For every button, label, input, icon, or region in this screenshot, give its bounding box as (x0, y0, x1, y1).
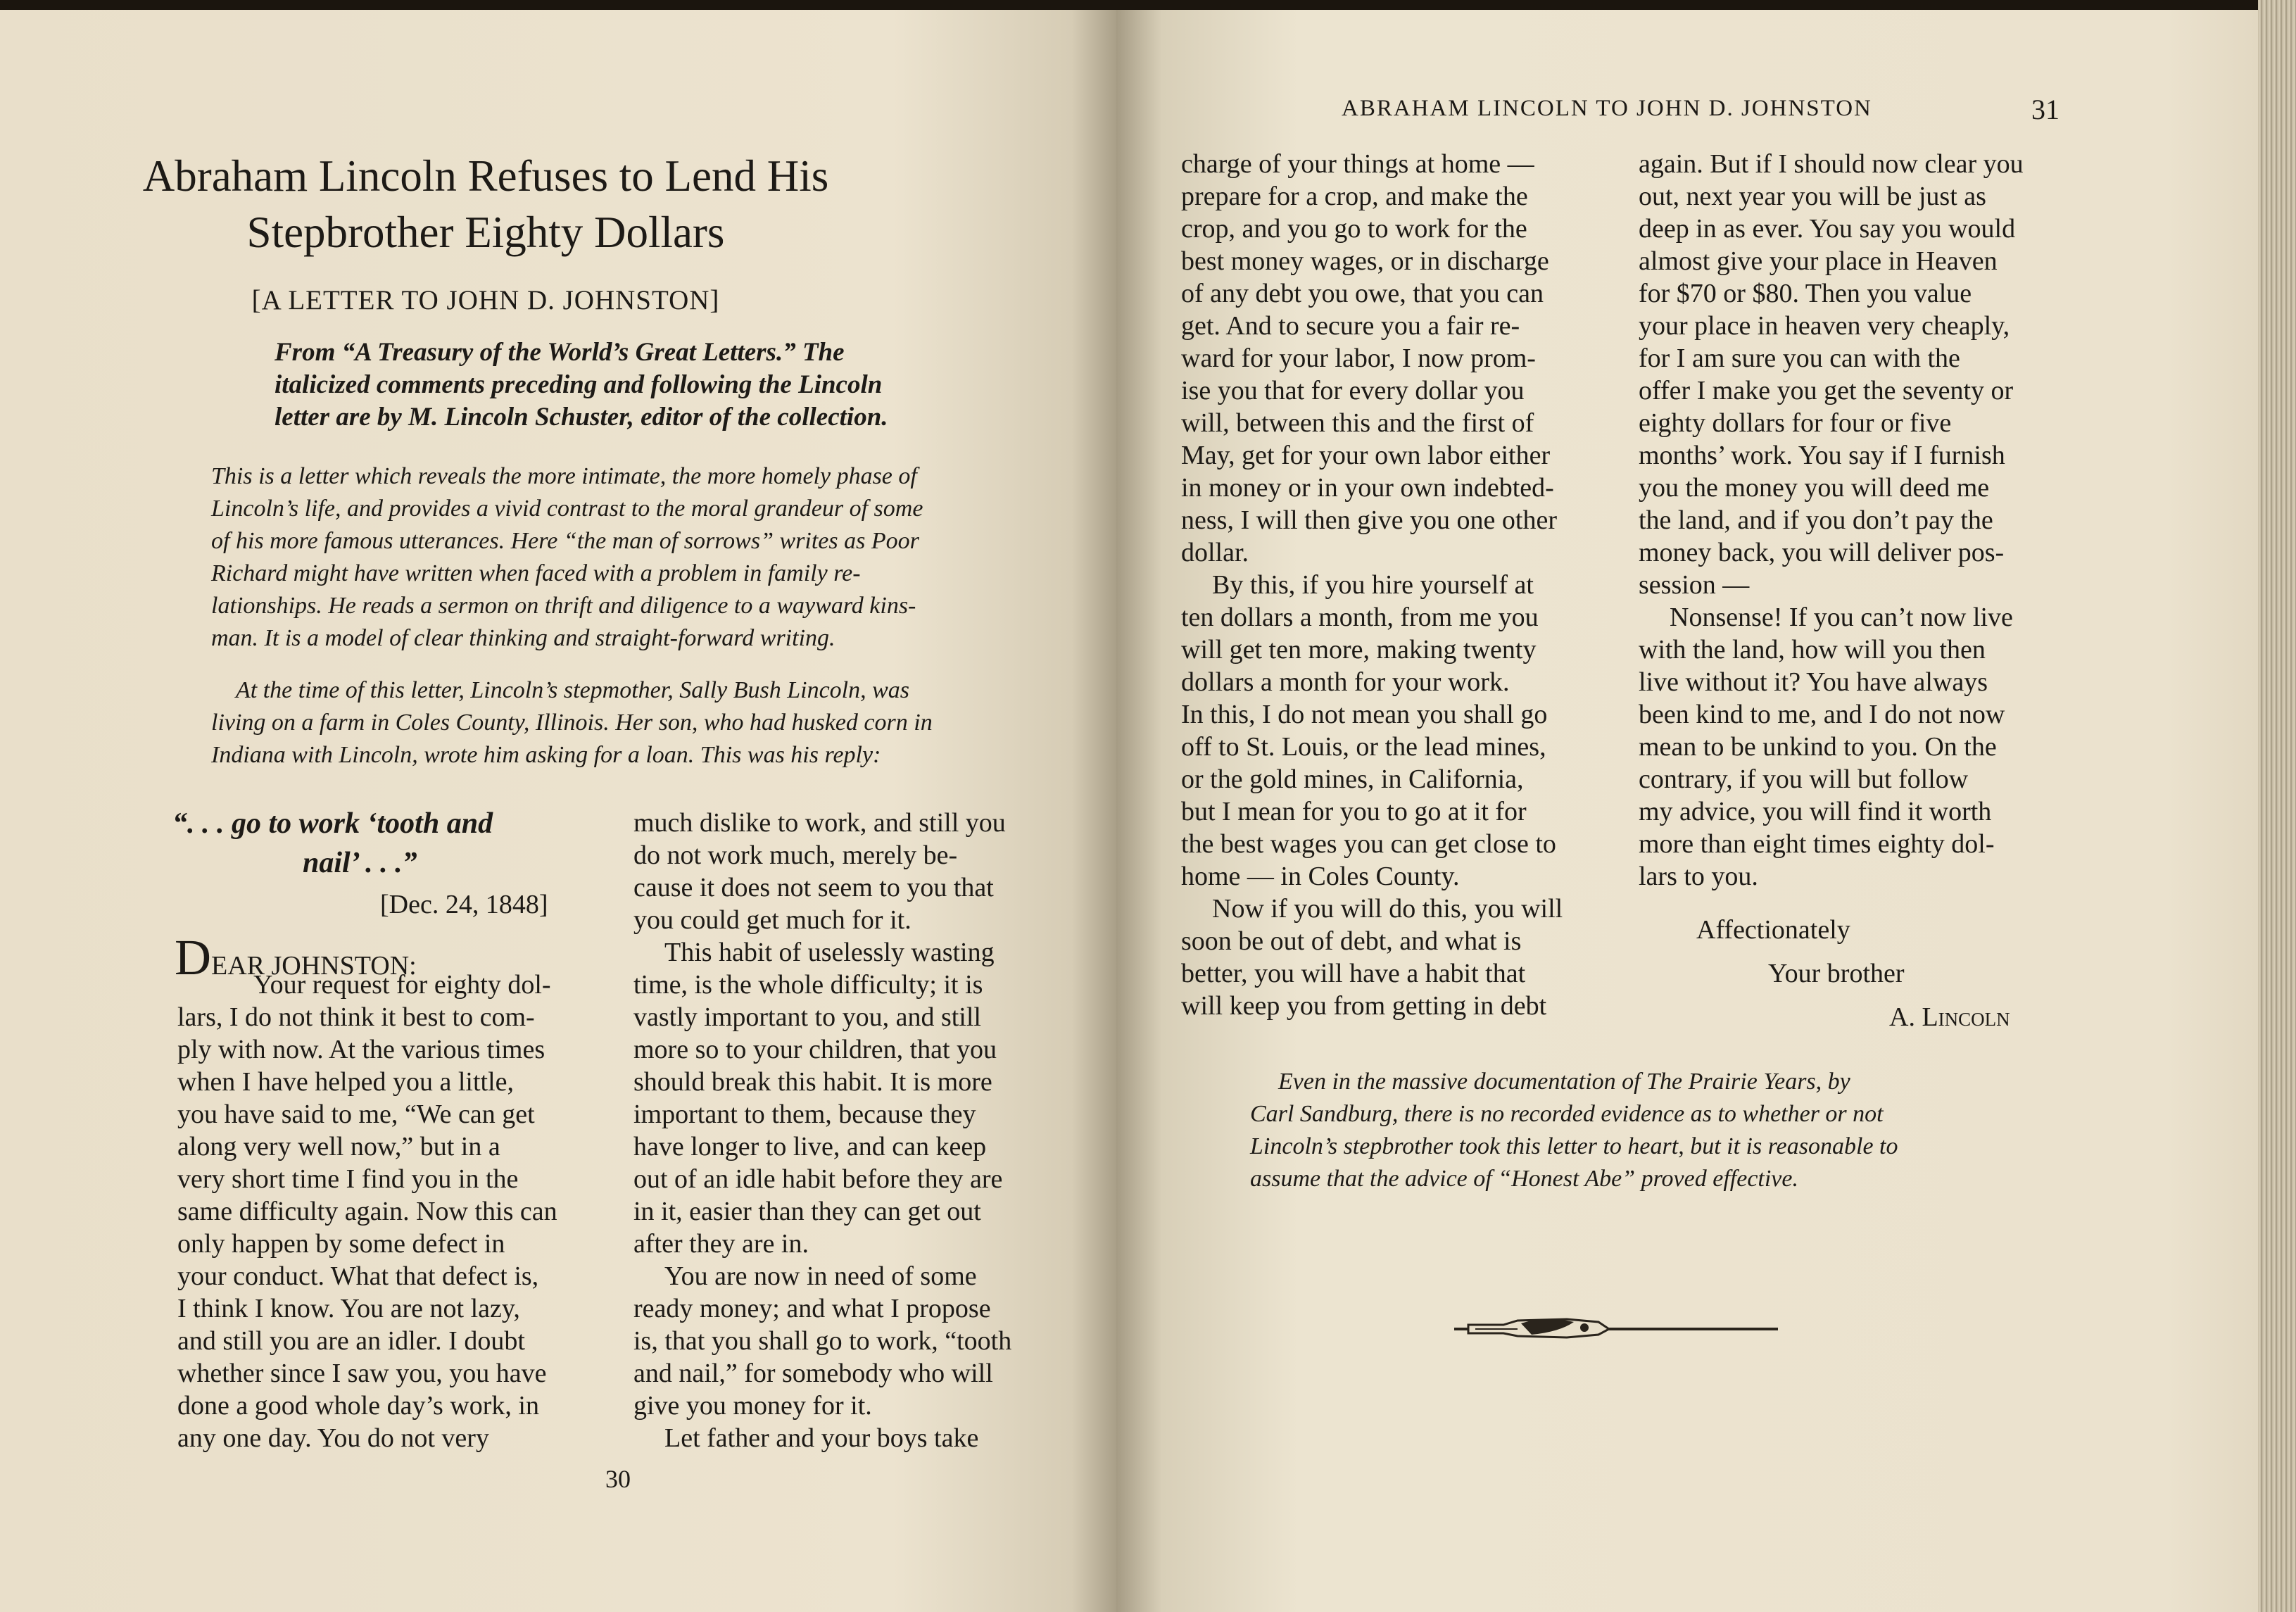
afterword-line: Carl Sandburg, there is no recorded evidence as to whether or not (1250, 1101, 1884, 1127)
body-line: important to them, because they (633, 1100, 976, 1129)
page-number-right: 31 (2031, 94, 2060, 125)
body-line: ise you that for every dollar you (1181, 376, 1525, 405)
body-line: time, is the whole difficulty; it is (633, 970, 983, 1000)
body-line: you the money you will deed me (1639, 473, 1990, 503)
body-line: By this, if you hire yourself at (1212, 570, 1534, 600)
body-line: will keep you from getting in debt (1181, 991, 1547, 1021)
afterword-line: Even in the massive documentation of The Prairie Years, by (1278, 1069, 1850, 1095)
body-line: when I have helped you a little, (177, 1067, 515, 1097)
body-line: and still you are an idler. I doubt (177, 1326, 525, 1356)
body-line: months’ work. You say if I furnish (1639, 441, 2005, 470)
quill-pen-ornament-icon (1454, 1311, 1778, 1346)
intro-line: lationships. He reads a sermon on thrift and diligence to a wayward kins- (211, 593, 916, 619)
body-line: out of an idle habit before they are (633, 1164, 1003, 1194)
body-line: will, between this and the first of (1181, 408, 1534, 438)
body-line: better, you will have a habit that (1181, 959, 1526, 988)
body-line: soon be out of debt, and what is (1181, 926, 1522, 956)
body-line: Your request for eighty dol- (253, 970, 551, 1000)
intro-line: living on a farm in Coles County, Illinois. Her son, who had husked corn in (211, 710, 933, 736)
page-number-left: 30 (605, 1465, 631, 1493)
body-line: dollars a month for your work. (1181, 667, 1510, 697)
epigraph-line: “. . . go to work ‘tooth and (172, 807, 493, 840)
source-note-line: italicized comments preceding and following the Lincoln (275, 370, 883, 399)
right-column-2 (1639, 148, 2075, 893)
body-line: much dislike to work, and still you (633, 808, 1006, 838)
body-line: May, get for your own labor either (1181, 441, 1551, 470)
right-page (1116, 10, 2258, 1612)
body-line: off to St. Louis, or the lead mines, (1181, 732, 1546, 762)
left-page (0, 10, 1116, 1612)
body-line: in it, easier than they can get out (633, 1197, 981, 1226)
afterword-line: assume that the advice of “Honest Abe” proved effective. (1250, 1166, 1798, 1192)
body-line: You are now in need of some (664, 1261, 977, 1291)
intro-line: of his more famous utterances. Here “the man of sorrows” writes as Poor (211, 528, 919, 554)
intro-line: This is a letter which reveals the more intimate, the more homely phase of (211, 463, 917, 489)
body-line: more than eight times eighty dol- (1639, 829, 1995, 859)
body-line: ten dollars a month, from me you (1181, 603, 1539, 632)
body-line: with the land, how will you then (1639, 635, 1986, 665)
intro-line: Lincoln’s life, and provides a vivid contrast to the moral grandeur of some (211, 496, 923, 522)
left-column-2 (633, 807, 1063, 1454)
source-note-line: From “A Treasury of the World’s Great Letters.” The (275, 338, 845, 367)
body-line: prepare for a crop, and make the (1181, 182, 1528, 211)
body-line: ready money; and what I propose (633, 1294, 991, 1323)
body-line: deep in as ever. You say you would (1639, 214, 2016, 244)
body-line: whether since I saw you, you have (177, 1359, 547, 1388)
body-line: I think I know. You are not lazy, (177, 1294, 520, 1323)
body-line: vastly important to you, and still (633, 1002, 981, 1032)
body-line: any one day. You do not very (177, 1423, 489, 1453)
epigraph-line: nail’ . . .” (303, 847, 417, 879)
body-line: best money wages, or in discharge (1181, 246, 1549, 276)
letter-date: [Dec. 24, 1848] (380, 890, 548, 919)
running-head: ABRAHAM LINCOLN TO JOHN D. JOHNSTON (1342, 96, 1872, 121)
body-line: ness, I will then give you one other (1181, 505, 1558, 535)
body-line: your place in heaven very cheaply, (1639, 311, 2010, 341)
body-line: but I mean for you to go at it for (1181, 797, 1527, 826)
body-line: same difficulty again. Now this can (177, 1197, 557, 1226)
body-line: lars to you. (1639, 862, 1758, 891)
left-column-1 (177, 969, 600, 1454)
body-line: the land, and if you don’t pay the (1639, 505, 1993, 535)
body-line: cause it does not seem to you that (633, 873, 994, 902)
body-line: dollar. (1181, 538, 1249, 567)
intro-paragraph-2 (211, 674, 1024, 772)
body-line: again. But if I should now clear you (1639, 149, 2024, 179)
body-line: along very well now,” but in a (177, 1132, 500, 1161)
intro-line: Indiana with Lincoln, wrote him asking for a loan. This was his reply: (211, 742, 881, 768)
body-line: session — (1639, 570, 1750, 600)
body-line: only happen by some defect in (177, 1229, 505, 1259)
body-line: very short time I find you in the (177, 1164, 519, 1194)
body-line: have longer to live, and can keep (633, 1132, 987, 1161)
letter-signature: A. Lincoln (1889, 1002, 2010, 1032)
body-line: for $70 or $80. Then you value (1639, 279, 1972, 308)
body-line: get. And to secure you a fair re- (1181, 311, 1520, 341)
body-line: your conduct. What that defect is, (177, 1261, 539, 1291)
body-line: crop, and you go to work for the (1181, 214, 1527, 244)
body-line: home — in Coles County. (1181, 862, 1460, 891)
body-line: charge of your things at home — (1181, 149, 1534, 179)
body-line: Nonsense! If you can’t now live (1670, 603, 2013, 632)
epigraph (172, 804, 609, 883)
afterword-line: Lincoln’s stepbrother took this letter to heart, but it is reasonable to (1250, 1133, 1898, 1159)
body-line: out, next year you will be just as (1639, 182, 1986, 211)
body-line: and nail,” for somebody who will (633, 1359, 993, 1388)
source-note (275, 336, 964, 434)
letter-closing: Affectionately (1696, 915, 1850, 945)
body-line: you could get much for it. (633, 905, 912, 935)
body-line: will get ten more, making twenty (1181, 635, 1537, 665)
salutation-text: EAR JOHNSTON: (211, 951, 417, 981)
body-line: In this, I do not mean you shall go (1181, 700, 1548, 729)
title-line-2: Stepbrother Eighty Dollars (246, 208, 725, 257)
body-line: ward for your labor, I now prom- (1181, 344, 1536, 373)
body-line: of any debt you owe, that you can (1181, 279, 1544, 308)
body-line: after they are in. (633, 1229, 809, 1259)
right-column-1 (1181, 148, 1610, 1022)
body-line: my advice, you will find it worth (1639, 797, 1992, 826)
body-line: or the gold mines, in California, (1181, 764, 1524, 794)
book-cover-edge (0, 0, 2296, 10)
body-line: done a good whole day’s work, in (177, 1391, 539, 1421)
body-line: eighty dollars for four or five (1639, 408, 1952, 438)
body-line: for I am sure you can with the (1639, 344, 1960, 373)
body-line: Let father and your boys take (664, 1423, 979, 1453)
body-line: lars, I do not think it best to com- (177, 1002, 535, 1032)
body-line: should break this habit. It is more (633, 1067, 992, 1097)
body-line: This habit of uselessly wasting (664, 938, 995, 967)
body-line: is, that you shall go to work, “tooth (633, 1326, 1012, 1356)
body-line: live without it? You have always (1639, 667, 1988, 697)
body-line: contrary, if you will but follow (1639, 764, 1969, 794)
article-title (28, 148, 943, 260)
body-line: money back, you will deliver pos- (1639, 538, 2005, 567)
source-note-line: letter are by M. Lincoln Schuster, editor of the collection. (275, 403, 888, 432)
intro-line: Richard might have written when faced with a problem in family re- (211, 560, 861, 586)
intro-paragraph-1 (211, 460, 1021, 655)
body-line: give you money for it. (633, 1391, 872, 1421)
letter-closing-2: Your brother (1768, 959, 1905, 988)
drop-cap: D (175, 929, 211, 986)
body-line: Now if you will do this, you will (1212, 894, 1563, 924)
body-line: do not work much, merely be- (633, 840, 958, 870)
body-line: offer I make you get the seventy or (1639, 376, 2014, 405)
title-line-1: Abraham Lincoln Refuses to Lend His (142, 151, 829, 201)
book-page-edges (2258, 0, 2296, 1612)
body-line: mean to be unkind to you. On the (1639, 732, 1997, 762)
intro-line: man. It is a model of clear thinking and straight-forward writing. (211, 625, 835, 651)
article-subtitle: [A LETTER TO JOHN D. JOHNSTON] (251, 285, 720, 315)
intro-line: At the time of this letter, Lincoln’s stepmother, Sally Bush Lincoln, was (236, 677, 910, 703)
body-line: you have said to me, “We can get (177, 1100, 535, 1129)
body-line: almost give your place in Heaven (1639, 246, 1998, 276)
body-line: the best wages you can get close to (1181, 829, 1556, 859)
body-line: been kind to me, and I do not now (1639, 700, 2005, 729)
body-line: ply with now. At the various times (177, 1035, 545, 1064)
body-line: more so to your children, that you (633, 1035, 997, 1064)
afterword (1250, 1066, 2024, 1195)
body-line: in money or in your own indebted- (1181, 473, 1554, 503)
